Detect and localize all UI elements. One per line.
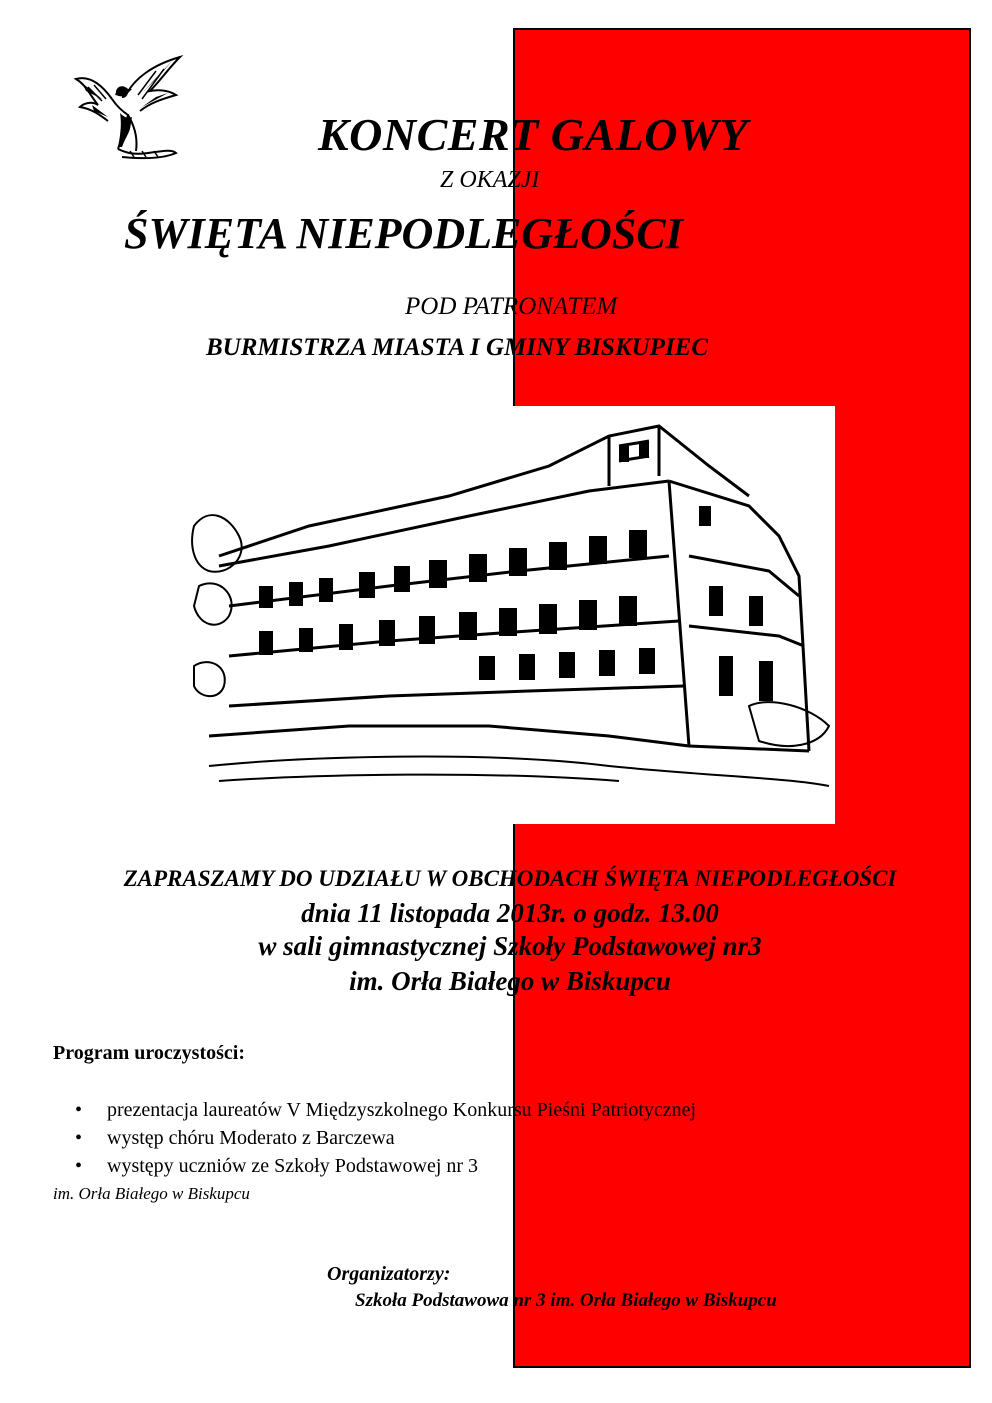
program-item-text: prezentacja laureatów V Międzyszkolnego Konkursu Pieśni Patriotycznej bbox=[107, 1099, 697, 1121]
program-heading: Program uroczystości: bbox=[53, 1042, 245, 1064]
invitation-school: im. Orła Białego w Biskupcu bbox=[349, 966, 671, 996]
bullet-icon: • bbox=[75, 1127, 83, 1149]
patronage-name: BURMISTRZA MIASTA I GMINY BISKUPIEC bbox=[206, 334, 709, 361]
organizers-heading: Organizatorzy: bbox=[327, 1263, 451, 1285]
list-item bbox=[75, 1096, 696, 1124]
patronage-label: POD PATRONATEM bbox=[405, 293, 618, 320]
program-item-text: występ chóru Moderato z Barczewa bbox=[107, 1127, 395, 1149]
bullet-icon: • bbox=[75, 1155, 83, 1177]
invitation-venue: w sali gimnastycznej Szkoły Podstawowej nr3 bbox=[258, 931, 762, 961]
invitation-date: dnia 11 listopada 2013r. o godz. 13.00 bbox=[301, 898, 719, 928]
list-item bbox=[75, 1152, 696, 1180]
occasion-subtitle: Z OKAZJI bbox=[440, 167, 540, 193]
school-building-image bbox=[189, 406, 835, 824]
program-footer: im. Orła Białego w Biskupcu bbox=[53, 1184, 250, 1203]
bullet-icon: • bbox=[75, 1099, 83, 1121]
white-eagle-icon bbox=[72, 55, 184, 161]
program-list bbox=[75, 1096, 696, 1180]
program-item-text: występy uczniów ze Szkoły Podstawowej nr 3 bbox=[107, 1155, 479, 1177]
invitation-heading: ZAPRASZAMY DO UDZIAŁU W OBCHODACH ŚWIĘTA NIEPODLEGŁOŚCI bbox=[123, 866, 897, 891]
list-item bbox=[75, 1124, 696, 1152]
concert-title: KONCERT GALOWY bbox=[318, 109, 748, 160]
holiday-title: ŚWIĘTA NIEPODLEGŁOŚCI bbox=[124, 209, 683, 258]
organizers-name: Szkoła Podstawowa nr 3 im. Orła Białego w Biskupcu bbox=[355, 1290, 777, 1311]
